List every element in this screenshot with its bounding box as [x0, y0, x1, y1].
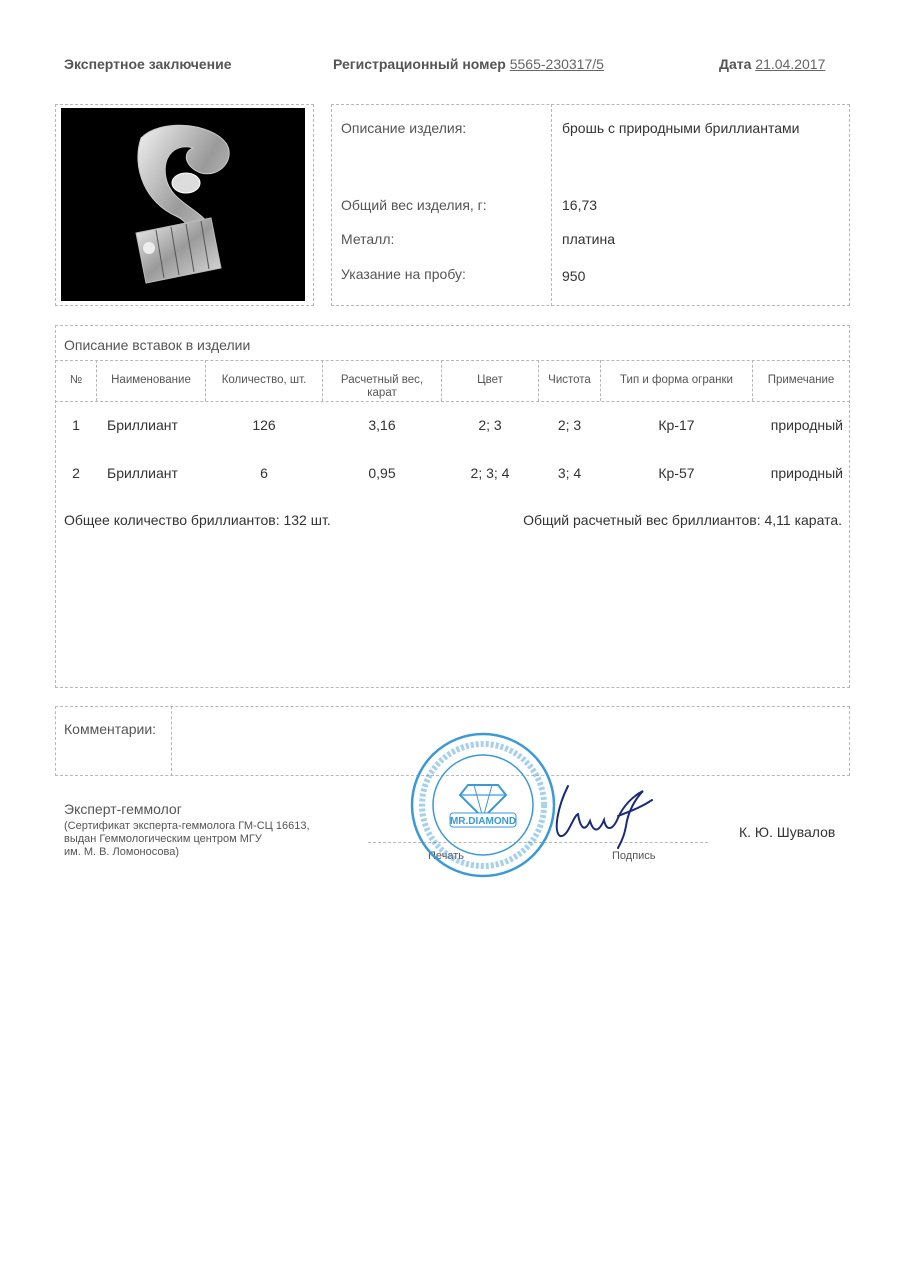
inserts-title: Описание вставок в изделии: [64, 337, 251, 353]
brooch-image: [61, 108, 305, 301]
registration-number: [333, 56, 604, 72]
cell-weight: 3,16: [368, 417, 396, 433]
registration-value: 5565-230317/5: [509, 56, 604, 72]
date-value: 21.04.2017: [755, 56, 826, 72]
company-stamp: [408, 730, 558, 880]
col-clarity: Чистота: [548, 374, 591, 386]
col-note: Примечание: [767, 374, 835, 386]
description-label: Описание изделия:: [341, 120, 467, 136]
date: [719, 56, 825, 72]
cell-name: Бриллиант: [107, 417, 178, 433]
col-cut: Тип и форма огранки: [620, 374, 733, 386]
hallmark-value: 950: [562, 268, 586, 284]
date-label: Дата: [719, 56, 752, 72]
signature-icon: [548, 776, 658, 851]
cell-color: 2; 3; 4: [470, 465, 510, 481]
description-value: брошь с природными бриллиантами: [562, 120, 800, 136]
cell-number: 1: [72, 417, 80, 433]
cell-color: 2; 3: [478, 417, 502, 433]
signature-label: Подпись: [612, 850, 656, 862]
product-photo: [61, 108, 305, 301]
col-quantity: Количество, шт.: [221, 374, 307, 386]
col-number: №: [69, 374, 83, 386]
total-weight: Общий расчетный вес бриллиантов: 4,11 карата.: [523, 512, 842, 528]
total-count: Общее количество бриллиантов: 132 шт.: [64, 512, 331, 528]
comments-label: Комментарии:: [64, 721, 157, 737]
cell-cut: Кр-17: [658, 417, 695, 433]
stamp-icon: [408, 730, 558, 880]
weight-value: 16,73: [562, 197, 598, 213]
cell-name: Бриллиант: [107, 465, 178, 481]
metal-value: платина: [562, 231, 615, 247]
expert-title: Эксперт-геммолог: [64, 801, 182, 817]
col-color: Цвет: [477, 374, 503, 386]
hallmark-label: Указание на пробу:: [341, 266, 466, 282]
cell-clarity: 2; 3: [557, 417, 582, 433]
cell-weight: 0,95: [368, 465, 396, 481]
document-title: Экспертное заключение: [64, 56, 232, 72]
cert-line-2: выдан Геммологическим центром МГУ: [64, 833, 262, 845]
cell-quantity: 126: [252, 417, 276, 433]
cell-number: 2: [72, 465, 80, 481]
cell-note: природный: [770, 417, 843, 433]
signature: [548, 776, 658, 851]
cell-quantity: 6: [260, 465, 268, 481]
cell-cut: Кр-57: [658, 465, 695, 481]
cert-line-1: (Сертификат эксперта-геммолога ГМ-СЦ 16613,: [64, 820, 310, 832]
cell-note: природный: [770, 465, 843, 481]
stamp-brand: MR.DIAMOND: [449, 816, 517, 827]
metal-label: Металл:: [341, 231, 395, 247]
registration-label: Регистрационный номер: [333, 56, 506, 72]
stamp-label: Печать: [428, 850, 465, 862]
expert-cert: [64, 820, 310, 859]
cert-line-3: им. М. В. Ломоносова): [64, 846, 179, 858]
col-weight: Расчетный вес, карат: [340, 374, 424, 399]
expert-name: К. Ю. Шувалов: [739, 824, 836, 840]
col-name: Наименование: [111, 374, 191, 386]
weight-label: Общий вес изделия, г:: [341, 197, 487, 213]
cell-clarity: 3; 4: [557, 465, 582, 481]
